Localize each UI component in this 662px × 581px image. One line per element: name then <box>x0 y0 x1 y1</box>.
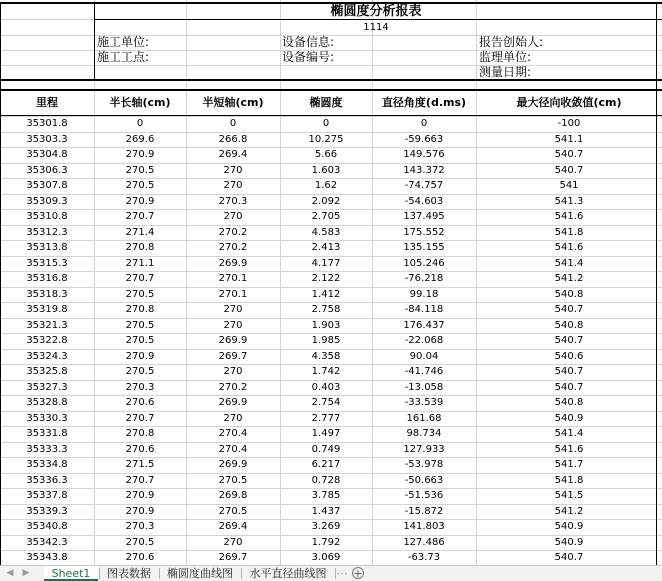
table-cell[interactable]: 541.8 <box>554 226 584 238</box>
table-cell[interactable]: 35315.3 <box>26 257 68 269</box>
table-cell[interactable]: -100 <box>557 118 581 129</box>
table-cell[interactable]: 270.2 <box>218 226 248 238</box>
table-cell[interactable]: 270.1 <box>218 273 248 284</box>
nav-next-sheet-icon[interactable]: ▶ <box>22 568 30 578</box>
table-row[interactable] <box>0 147 662 163</box>
tab-ellipticity-curve[interactable]: 椭圆度曲线图 <box>167 567 233 580</box>
table-cell[interactable]: 35327.3 <box>26 381 68 393</box>
table-cell[interactable]: 1.742 <box>311 366 341 377</box>
table-cell[interactable]: -54.603 <box>404 195 444 207</box>
table-cell[interactable]: -53.978 <box>404 459 444 470</box>
table-row[interactable] <box>0 395 662 411</box>
table-cell[interactable]: 540.7 <box>554 304 584 315</box>
table-cell[interactable]: 269.9 <box>218 335 248 346</box>
table-cell[interactable]: 270 <box>223 211 243 222</box>
tab-chart-data[interactable]: 图表数据 <box>107 567 151 580</box>
table-cell[interactable]: 541.4 <box>554 257 584 269</box>
table-cell[interactable]: 98.734 <box>406 428 442 439</box>
table-cell[interactable]: 270.8 <box>125 304 155 315</box>
table-cell[interactable]: 10.275 <box>308 133 344 145</box>
table-cell[interactable]: 35313.8 <box>26 242 68 253</box>
table-cell[interactable]: 269.9 <box>218 397 248 408</box>
table-cell[interactable]: 540.8 <box>554 397 584 408</box>
table-cell[interactable]: 127.486 <box>403 536 445 548</box>
measure-date-label: 测量日期: <box>479 65 532 79</box>
table-cell[interactable]: 35343.8 <box>26 552 68 563</box>
table-cell[interactable]: 541.5 <box>554 490 584 501</box>
table-cell[interactable]: 269.4 <box>218 149 248 160</box>
sheet-tab-bar <box>0 565 662 581</box>
table-row[interactable] <box>0 318 662 334</box>
table-cell[interactable]: 270.9 <box>125 490 155 501</box>
table-cell[interactable]: -13.058 <box>404 381 444 393</box>
table-cell[interactable]: 540.8 <box>554 319 584 331</box>
table-row[interactable] <box>0 178 662 194</box>
table-cell[interactable]: 4.358 <box>311 350 341 362</box>
table-cell[interactable]: 269.7 <box>218 552 248 563</box>
table-cell[interactable]: 35319.8 <box>26 304 68 315</box>
supervision-unit-label: 监理单位: <box>479 50 532 64</box>
device-number-label: 设备编号: <box>282 50 335 64</box>
table-cell[interactable]: 270 <box>223 319 243 331</box>
table-cell[interactable]: 2.758 <box>311 304 341 315</box>
table-cell[interactable]: 270.5 <box>125 366 155 377</box>
table-cell[interactable]: 35334.8 <box>26 459 68 470</box>
table-cell[interactable]: -33.539 <box>404 397 444 408</box>
table-cell[interactable]: 271.5 <box>125 459 155 470</box>
table-row[interactable] <box>0 380 662 396</box>
table-cell[interactable]: 541.6 <box>554 211 584 222</box>
table-cell[interactable]: 35322.8 <box>26 335 68 346</box>
table-cell[interactable]: 0 <box>322 118 330 129</box>
table-cell[interactable]: 35324.3 <box>26 350 68 362</box>
table-row[interactable] <box>0 116 662 132</box>
table-cell[interactable]: 35337.8 <box>26 490 68 501</box>
header-max-radial-convergence: 最大径向收敛值(cm) <box>516 96 622 109</box>
table-cell[interactable]: 105.246 <box>403 257 445 269</box>
report-creator-label: 报告创始人: <box>479 35 544 49</box>
table-cell[interactable]: 161.68 <box>406 412 442 424</box>
table-cell[interactable]: 270.7 <box>125 412 155 424</box>
table-cell[interactable]: 540.7 <box>554 149 584 160</box>
table-cell[interactable]: -84.118 <box>404 304 444 315</box>
table-cell[interactable]: 270.8 <box>125 428 155 439</box>
table-row[interactable] <box>0 287 662 303</box>
table-cell[interactable]: 35339.3 <box>26 505 68 517</box>
table-cell[interactable]: 269.8 <box>218 490 248 501</box>
table-cell[interactable]: 541.8 <box>554 474 584 486</box>
table-row[interactable] <box>0 163 662 179</box>
table-cell[interactable]: 270.9 <box>125 505 155 517</box>
table-row[interactable] <box>0 519 662 535</box>
table-cell[interactable]: 269.9 <box>218 459 248 470</box>
table-cell[interactable]: 3.269 <box>311 521 341 532</box>
table-cell[interactable]: 270.4 <box>218 428 248 439</box>
table-cell[interactable]: 270 <box>223 366 243 377</box>
table-cell[interactable]: -74.757 <box>404 180 444 191</box>
nav-prev-sheet-icon[interactable]: ◀ <box>6 568 14 578</box>
table-cell[interactable]: 270.3 <box>125 381 155 393</box>
table-cell[interactable]: 270.2 <box>218 381 248 393</box>
table-cell[interactable]: 270 <box>223 304 243 315</box>
table-cell[interactable]: 35336.3 <box>26 474 68 486</box>
table-row[interactable] <box>0 550 662 565</box>
table-cell[interactable]: 35316.8 <box>26 273 68 284</box>
table-cell[interactable]: 35340.8 <box>26 521 68 532</box>
table-cell[interactable]: 541.2 <box>554 273 584 284</box>
table-row[interactable] <box>0 488 662 504</box>
table-cell[interactable]: 270.5 <box>125 536 155 548</box>
table-cell[interactable]: 270 <box>223 412 243 424</box>
header-semi-minor-axis: 半短轴(cm) <box>202 96 264 109</box>
table-cell[interactable]: 270.6 <box>125 397 155 408</box>
table-cell[interactable]: 271.4 <box>125 226 155 238</box>
table-cell[interactable]: 270.1 <box>218 288 248 300</box>
table-cell[interactable]: 35330.3 <box>26 412 68 424</box>
table-cell[interactable]: 35301.8 <box>26 118 68 129</box>
table-cell[interactable]: 270.2 <box>218 242 248 253</box>
table-cell[interactable]: 541.2 <box>554 505 584 517</box>
table-cell[interactable]: 541.6 <box>554 443 584 455</box>
table-row[interactable] <box>0 271 662 287</box>
table-cell[interactable]: 266.8 <box>218 133 248 145</box>
table-cell[interactable]: 127.933 <box>403 443 445 455</box>
tab-overflow-ellipsis[interactable]: ⋯ <box>336 567 348 580</box>
table-cell[interactable]: 3.069 <box>311 552 341 563</box>
table-cell[interactable]: 4.177 <box>311 257 341 269</box>
table-cell[interactable]: 270.7 <box>125 474 155 486</box>
table-cell[interactable]: 35333.3 <box>26 443 68 455</box>
table-cell[interactable]: 2.754 <box>311 397 341 408</box>
table-row[interactable] <box>0 349 662 365</box>
table-cell[interactable]: 35309.3 <box>26 195 68 207</box>
table-cell[interactable]: -22.068 <box>404 335 444 346</box>
table-cell[interactable]: 270.5 <box>125 180 155 191</box>
table-cell[interactable]: 541.7 <box>554 459 584 470</box>
table-cell[interactable]: 540.8 <box>554 288 584 300</box>
table-cell[interactable]: 541.6 <box>554 242 584 253</box>
table-cell[interactable]: 270.9 <box>125 195 155 207</box>
table-cell[interactable]: 35318.3 <box>26 288 68 300</box>
table-cell[interactable]: 270.6 <box>125 552 155 563</box>
table-cell[interactable]: -50.663 <box>404 474 444 486</box>
table-cell[interactable]: 0 <box>420 118 428 129</box>
table-cell[interactable]: 540.9 <box>554 521 584 532</box>
table-cell[interactable]: 540.7 <box>554 335 584 346</box>
table-cell[interactable]: 270.4 <box>218 443 248 455</box>
table-row[interactable] <box>0 364 662 380</box>
table-row[interactable] <box>0 504 662 520</box>
table-cell[interactable]: 270.3 <box>125 521 155 532</box>
table-cell[interactable]: 35328.8 <box>26 397 68 408</box>
table-cell[interactable]: 149.576 <box>403 149 445 160</box>
table-cell[interactable]: 270.8 <box>125 242 155 253</box>
table-cell[interactable]: 270.3 <box>218 195 248 207</box>
table-cell[interactable]: 0.728 <box>311 474 341 486</box>
table-cell[interactable]: 271.1 <box>125 257 155 269</box>
table-cell[interactable]: 270 <box>223 180 243 191</box>
table-cell[interactable]: 175.552 <box>403 226 445 238</box>
table-cell[interactable]: 540.7 <box>554 366 584 377</box>
table-cell[interactable]: 269.7 <box>218 350 248 362</box>
construction-site-label: 施工工点: <box>97 50 150 64</box>
table-cell[interactable]: -51.536 <box>404 490 444 501</box>
table-cell[interactable]: -76.218 <box>404 273 444 284</box>
table-cell[interactable]: 1.62 <box>314 180 338 191</box>
table-row[interactable] <box>0 256 662 272</box>
table-cell[interactable]: 1.437 <box>311 505 341 517</box>
table-cell[interactable]: 1.497 <box>311 428 341 439</box>
table-cell[interactable]: 270.6 <box>125 443 155 455</box>
table-cell[interactable]: 270.5 <box>125 335 155 346</box>
table-cell[interactable]: 540.6 <box>554 350 584 362</box>
table-cell[interactable]: 35331.8 <box>26 428 68 439</box>
device-info-label: 设备信息: <box>282 35 335 49</box>
tab-sheet1[interactable]: Sheet1 <box>44 566 98 581</box>
table-cell[interactable]: 135.155 <box>403 242 445 253</box>
table-cell[interactable]: 35325.8 <box>26 366 68 377</box>
table-cell[interactable]: 541.1 <box>554 133 584 145</box>
table-row[interactable] <box>0 194 662 210</box>
table-cell[interactable]: 2.777 <box>311 412 341 424</box>
table-cell[interactable]: 541.3 <box>554 195 584 207</box>
table-cell[interactable]: 2.413 <box>311 242 341 253</box>
table-cell[interactable]: -15.872 <box>404 505 444 517</box>
table-cell[interactable]: 35310.8 <box>26 211 68 222</box>
table-cell[interactable]: 270.9 <box>125 350 155 362</box>
table-cell[interactable]: 4.583 <box>311 226 341 238</box>
tab-horizontal-diameter-curve[interactable]: 水平直径曲线图 <box>249 567 327 580</box>
table-cell[interactable]: 141.803 <box>403 521 445 532</box>
table-cell[interactable]: 270.7 <box>125 273 155 284</box>
table-cell[interactable]: 0.749 <box>311 443 341 455</box>
table-cell[interactable]: 270.5 <box>125 164 155 176</box>
header-semi-major-axis: 半长轴(cm) <box>109 96 171 109</box>
table-cell[interactable]: 6.217 <box>311 459 341 470</box>
header-diameter-angle: 直径角度(d.ms) <box>381 96 467 109</box>
table-cell[interactable]: 35342.3 <box>26 536 68 548</box>
table-cell[interactable]: 35303.3 <box>26 133 68 145</box>
table-row[interactable] <box>0 225 662 241</box>
table-cell[interactable]: 1.985 <box>311 335 341 346</box>
table-cell[interactable]: 176.437 <box>403 319 445 331</box>
table-cell[interactable]: 35307.8 <box>26 180 68 191</box>
table-cell[interactable]: 541.4 <box>554 428 584 439</box>
table-row[interactable] <box>0 333 662 349</box>
table-cell[interactable]: 540.7 <box>554 164 584 176</box>
table-cell[interactable]: 270.5 <box>218 505 248 517</box>
table-row[interactable] <box>0 426 662 442</box>
report-title: 椭圆度分析报表 <box>330 4 422 19</box>
table-cell[interactable]: 270.7 <box>125 211 155 222</box>
table-row[interactable] <box>0 132 662 148</box>
table-cell[interactable]: 3.785 <box>311 490 341 501</box>
table-cell[interactable]: 541 <box>559 180 579 191</box>
table-cell[interactable]: -41.746 <box>404 366 444 377</box>
table-cell[interactable]: 540.9 <box>554 536 584 548</box>
table-cell[interactable]: 143.372 <box>403 164 445 176</box>
table-row[interactable] <box>0 302 662 318</box>
table-cell[interactable]: 90.04 <box>409 350 439 362</box>
table-cell[interactable]: 1.603 <box>311 164 341 176</box>
table-cell[interactable]: 270.5 <box>125 288 155 300</box>
table-cell[interactable]: 35304.8 <box>26 149 68 160</box>
table-row[interactable] <box>0 473 662 489</box>
table-row[interactable] <box>0 240 662 256</box>
table-cell[interactable]: 269.6 <box>125 133 155 145</box>
table-cell[interactable]: 2.092 <box>311 195 341 207</box>
add-sheet-icon[interactable]: + <box>353 567 363 580</box>
table-cell[interactable]: 0 <box>229 118 237 129</box>
table-cell[interactable]: 540.9 <box>554 412 584 424</box>
table-cell[interactable]: 269.4 <box>218 521 248 532</box>
table-cell[interactable]: 2.705 <box>311 211 341 222</box>
table-cell[interactable]: 35312.3 <box>26 226 68 238</box>
report-code: 1114 <box>363 22 389 33</box>
table-cell[interactable]: 270 <box>223 164 243 176</box>
header-ellipticity: 椭圆度 <box>309 96 343 109</box>
table-row[interactable] <box>0 442 662 458</box>
table-cell[interactable]: 270.5 <box>125 319 155 331</box>
table-cell[interactable]: 540.7 <box>554 381 584 393</box>
table-cell[interactable]: 1.903 <box>311 319 341 331</box>
table-row[interactable] <box>0 209 662 225</box>
table-cell[interactable]: 35306.3 <box>26 164 68 176</box>
table-cell[interactable]: 2.122 <box>311 273 341 284</box>
table-cell[interactable]: 1.792 <box>311 536 341 548</box>
table-cell[interactable]: 270.9 <box>125 149 155 160</box>
table-cell[interactable]: 5.66 <box>314 149 338 160</box>
table-cell[interactable]: 0 <box>136 118 144 129</box>
table-cell[interactable]: 270 <box>223 536 243 548</box>
table-cell[interactable]: 270.5 <box>218 474 248 486</box>
table-row[interactable] <box>0 411 662 427</box>
header-mileage: 里程 <box>36 96 58 109</box>
table-cell[interactable]: 137.495 <box>403 211 445 222</box>
table-cell[interactable]: -63.73 <box>407 552 441 563</box>
table-row[interactable] <box>0 457 662 473</box>
table-cell[interactable]: 540.7 <box>554 552 584 563</box>
table-cell[interactable]: 269.9 <box>218 257 248 269</box>
table-cell[interactable]: 0.403 <box>311 381 341 393</box>
table-cell[interactable]: 99.18 <box>409 288 439 300</box>
construction-unit-label: 施工单位: <box>97 35 150 49</box>
table-cell[interactable]: 1.412 <box>311 288 341 300</box>
table-cell[interactable]: 35321.3 <box>26 319 68 331</box>
table-row[interactable] <box>0 535 662 551</box>
table-cell[interactable]: -59.663 <box>404 133 444 145</box>
